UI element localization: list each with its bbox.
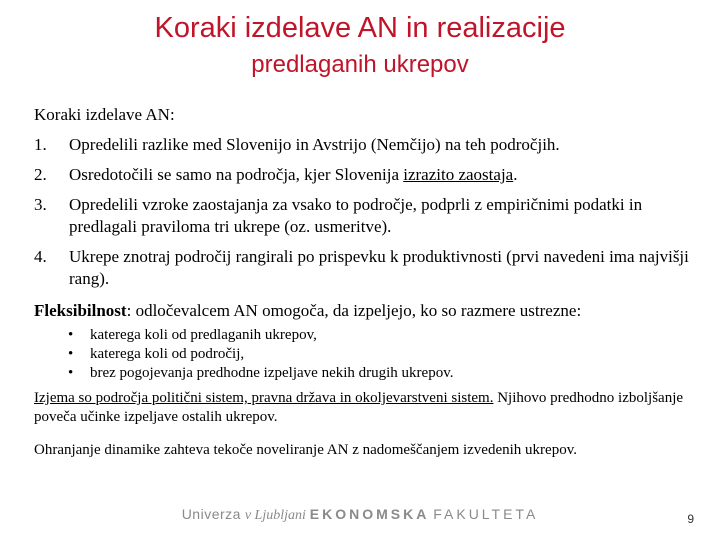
footer-v-ljubljani: v Ljubljani	[244, 508, 306, 523]
slide-body	[34, 104, 694, 460]
flexibility-option-text: katerega koli od predlaganih ukrepov,	[90, 327, 317, 343]
flexibility-paragraph	[34, 300, 694, 322]
flexibility-label: Fleksibilnost	[34, 301, 127, 320]
flexibility-options	[34, 326, 694, 383]
bullet-icon: •	[68, 365, 74, 381]
flexibility-text: : odločevalcem AN omogoča, da izpeljejo, ko so razmere ustrezne:	[126, 301, 582, 320]
flexibility-option-text: katerega koli od področij,	[90, 346, 245, 362]
slide-title-line-2: predlaganih ukrepov	[251, 51, 469, 78]
step-number: 4.	[34, 247, 47, 266]
step-text: Opredelili vzroke zaostajanja za vsako to področje, podprli z empiričnimi podatki in predlagali praviloma tri ukrepe (oz. usmeritve).	[69, 195, 643, 236]
footer-fakulteta: FAKULTETA	[433, 506, 539, 522]
exception-paragraph	[34, 389, 694, 427]
slide-title	[0, 10, 720, 82]
step-text-part: .	[513, 165, 518, 184]
steps-heading: Koraki izdelave AN:	[34, 105, 175, 124]
step-text-underlined: izrazito zaostaja	[403, 165, 514, 184]
exception-rest: Njihovo predhodno izboljšanje poveča učinke izpeljave ostalih ukrepov.	[34, 390, 684, 425]
flexibility-option	[68, 326, 694, 345]
slide-title-line-1: Koraki izdelave AN in realizacije	[154, 12, 566, 44]
step-text: Ukrepe znotraj področij rangirali po prispevku k produktivnosti (prvi navedeni ima najvišji rang).	[69, 247, 689, 288]
exception-underlined: Izjema so področja politični sistem, pravna država in okoljevarstveni sistem.	[34, 390, 494, 406]
footer-logo	[0, 506, 720, 524]
flexibility-option-text: brez pogojevanja predhodne izpeljave nekih drugih ukrepov.	[90, 365, 454, 381]
page-number: 9	[687, 512, 694, 526]
step-number: 2.	[34, 165, 47, 184]
footer-univerza: Univerza	[181, 506, 241, 522]
footer-ekonomska: EKONOMSKA	[309, 506, 430, 522]
step-item	[34, 164, 694, 186]
step-text: Opredelili razlike med Slovenijo in Avstrijo (Nemčijo) na teh področjih.	[69, 135, 560, 154]
step-item	[34, 194, 694, 238]
step-text-part: Osredotočili se samo na področja, kjer Slovenija	[69, 165, 404, 184]
step-item	[34, 246, 694, 290]
step-item	[34, 134, 694, 156]
flexibility-option	[68, 345, 694, 364]
step-number: 1.	[34, 135, 47, 154]
steps-list	[34, 134, 694, 290]
step-number: 3.	[34, 195, 47, 214]
step-text	[69, 164, 694, 186]
bullet-icon: •	[68, 346, 74, 362]
conclusion-paragraph: Ohranjanje dinamike zahteva tekoče noveliranje AN z nadomeščanjem izvedenih ukrepov.	[34, 442, 577, 458]
bullet-icon: •	[68, 327, 74, 343]
flexibility-option	[68, 364, 694, 383]
